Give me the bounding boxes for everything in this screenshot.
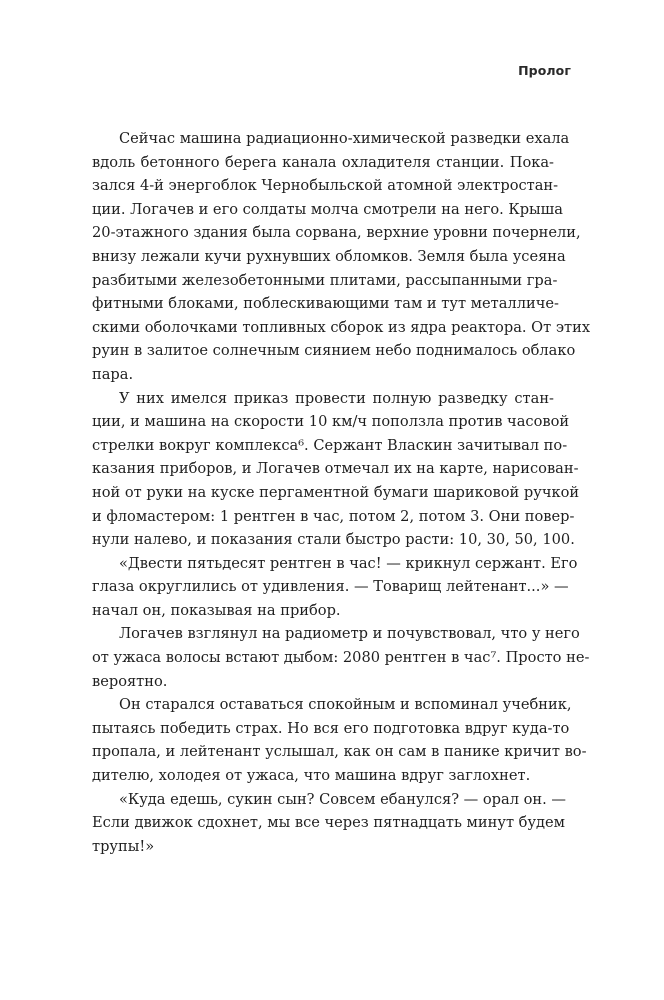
paragraph	[92, 622, 590, 693]
text-line: и фломастером: 1 рентген в час, потом 2, потом 3. Они повер-	[92, 507, 575, 525]
text-line: руин в залитое солнечным сиянием небо поднималось облако	[92, 342, 576, 360]
text-line: пытаясь победить страх. Но вся его подготовка вдруг куда-то	[92, 719, 570, 737]
text-line: начал он, показывая на прибор.	[92, 601, 341, 619]
text-line: Логачев взглянул на радиометр и почувствовал, что у него	[119, 625, 580, 643]
text-line: пара.	[92, 365, 134, 383]
paragraph	[92, 788, 567, 859]
paragraph	[92, 552, 578, 623]
text-line: Если движок сдохнет, мы все через пятнадцать минут будем	[92, 814, 565, 832]
text-line: внизу лежали кучи рухнувших обломков. Земля была усеяна	[92, 247, 566, 265]
text-line: Он старался оставаться спокойным и вспоминал учебник,	[119, 696, 572, 714]
text-line: вероятно.	[92, 672, 168, 690]
text-line: Сейчас машина радиационно-химической разведки ехала	[119, 130, 570, 147]
paragraph	[92, 693, 587, 787]
text-line: пропала, и лейтенант услышал, как он сам в панике кричит во-	[92, 743, 587, 761]
text-line: ции, и машина на скорости 10 км/ч поползла против часовой	[92, 413, 570, 431]
text-line: казания приборов, и Логачев отмечал их на карте, нарисован-	[92, 460, 579, 478]
running-head-title: Пролог	[518, 63, 571, 78]
text-line: скими оболочками топливных сборок из ядра реактора. От этих	[92, 318, 591, 336]
paragraph	[92, 127, 591, 387]
text-line: 20-этажного здания была сорвана, верхние уровни почернели,	[92, 224, 581, 242]
text-line: дителю, холодея от ужаса, что машина вдруг заглохнет.	[92, 767, 531, 785]
text-line: от ужаса волосы встают дыбом: 2080 рентген в час⁷. Просто не-	[92, 649, 590, 667]
text-line: фитными блоками, поблескивающими там и тут металличе-	[92, 295, 559, 313]
text-line: ной от руки на куске пергаментной бумаги шариковой ручкой	[92, 483, 580, 501]
text-line: ции. Логачев и его солдаты молча смотрели на него. Крыша	[92, 200, 563, 218]
body-text	[92, 127, 591, 858]
text-line: У них имелся приказ провести полную разведку стан-	[119, 389, 554, 407]
text-line: разбитыми железобетонными плитами, рассыпанными гра-	[92, 271, 558, 289]
text-line: «Куда едешь, сукин сын? Совсем ебанулся? — орал он. —	[119, 790, 567, 808]
text-line: зался 4-й энергоблок Чернобыльской атомной электростан-	[92, 177, 559, 195]
text-line: трупы!»	[92, 837, 155, 855]
text-line: глаза округлились от удивления. — Товарищ лейтенант...» —	[92, 578, 569, 596]
text-line: нули налево, и показания стали быстро расти: 10, 30, 50, 100.	[92, 531, 575, 549]
text-line: «Двести пятьдесят рентген в час! — крикнул сержант. Его	[119, 554, 578, 572]
text-line: стрелки вокруг комплекса⁶. Сержант Власкин зачитывал по-	[92, 436, 568, 454]
paragraph	[92, 387, 580, 552]
text-line: вдоль бетонного берега канала охладителя станции. Пока-	[92, 153, 554, 171]
